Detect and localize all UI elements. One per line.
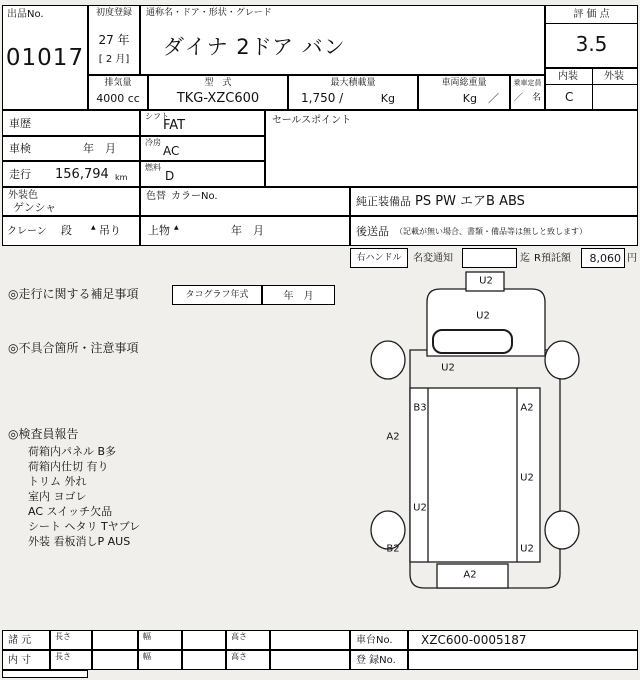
damage-code: U2 — [476, 310, 490, 322]
defects-heading: ◎不具合箇所・注意事項 — [8, 341, 139, 355]
registration-no-value-cell — [408, 650, 638, 670]
exterior-color-cell — [2, 187, 140, 216]
width-label: 幅 — [143, 652, 151, 661]
max-load-label: 最大積載量 — [330, 78, 376, 88]
max-load-cell — [288, 75, 418, 110]
exterior-color-value: ゲンシャ — [13, 201, 57, 214]
first-registration-month: [ 2 月] — [98, 54, 130, 65]
first-registration-year: 27 年 — [98, 33, 130, 47]
recycle-deposit-label: R預託額 — [534, 253, 571, 264]
model-name-label: 通称名・ドア・形状・グレード — [146, 8, 272, 18]
interior-label: 内装 — [558, 71, 578, 82]
inner-width-value-cell — [182, 650, 226, 670]
damage-code: B3 — [413, 402, 427, 414]
gvw-value: Kg ／ — [462, 92, 499, 105]
mileage-label: 走行 — [9, 168, 31, 181]
damage-code: U2 — [413, 502, 427, 514]
inspector-item: トリム 外れ — [28, 475, 87, 488]
chassis-no-label: 車台No. — [356, 635, 393, 646]
exterior-color-label: 外装色 — [8, 190, 38, 201]
shift-value: FAT — [163, 118, 186, 133]
exhibit-no-value: 01017 — [5, 45, 85, 71]
equipment-box — [350, 187, 638, 216]
crane-stage-label: 段 — [61, 224, 72, 237]
capacity-cell — [510, 75, 545, 110]
length-label-cell — [50, 630, 92, 650]
crane-hook-label: 吊り — [99, 224, 121, 237]
check-mark-icon: ▲ — [91, 224, 96, 231]
name-change-date-box — [462, 248, 517, 268]
exterior-label: 外装 — [604, 71, 624, 82]
height-label: 高さ — [231, 652, 247, 661]
crane-label: クレーン — [7, 226, 47, 237]
model-name-box — [140, 5, 545, 75]
chassis-no-value: XZC600-0005187 — [421, 633, 527, 647]
fuel-cell — [140, 161, 265, 187]
length-value-cell — [92, 630, 138, 650]
max-load-value: 1,750 / — [301, 91, 344, 105]
displacement-label: 排気量 — [104, 78, 132, 88]
inner-dimensions-label: 内 寸 — [8, 655, 32, 666]
model-code-value: TKG-XZC600 — [176, 91, 260, 106]
handle-box — [350, 248, 408, 268]
damage-code: U2 — [479, 275, 493, 287]
exhibit-no-label: 出品No. — [7, 9, 44, 20]
ac-label: 冷房 — [145, 138, 161, 147]
inner-height-value-cell — [270, 650, 350, 670]
inspector-item: 外装 看板消しP AUS — [28, 535, 131, 548]
score-label: 評 価 点 — [573, 9, 610, 20]
model-name-value: ダイナ 2ドア バン — [163, 35, 346, 59]
name-change-label: 名変通知 — [413, 253, 453, 264]
equipment-label: 純正装備品 — [356, 195, 411, 208]
inspector-item: 荷箱内仕切 有り — [28, 460, 109, 473]
inspector-report-heading: ◎検査員報告 — [8, 427, 79, 441]
sales-point-label: セールスポイント — [272, 115, 352, 126]
recycle-deposit-box — [581, 248, 625, 268]
height-label-cell — [226, 630, 270, 650]
interior-exterior-box — [545, 68, 638, 110]
model-code-cell — [148, 75, 288, 110]
height-value-cell — [270, 630, 350, 650]
inspector-item: 室内 ヨゴレ — [28, 490, 87, 503]
interior-grade: C — [565, 90, 574, 104]
mileage-value: 156,794 — [55, 167, 109, 182]
history-cell — [2, 110, 140, 136]
recycle-deposit-value: 8,060 — [589, 252, 621, 265]
inner-width-label-cell — [138, 650, 182, 670]
shift-cell — [140, 110, 265, 136]
ac-cell — [140, 136, 265, 161]
gvw-cell — [418, 75, 510, 110]
yen-label: 円 — [627, 253, 637, 264]
body-type-value: 年 月 — [231, 224, 264, 237]
damage-code: A2 — [386, 431, 400, 443]
later-items-note: （記載が無い場合、書類・備品等は無しと致します） — [395, 227, 587, 236]
inspection-value: 年 月 — [83, 142, 116, 155]
model-code-label: 型 式 — [204, 78, 232, 88]
length-label: 長さ — [55, 652, 71, 661]
sales-point-box — [265, 110, 638, 187]
repaint-cell — [140, 187, 350, 216]
equipment-value: PS PW エアB ABS — [415, 194, 525, 209]
crane-cell — [2, 216, 140, 246]
height-label: 高さ — [231, 632, 247, 641]
registration-no-label: 登 録No. — [356, 655, 396, 666]
chassis-no-value-cell — [408, 630, 638, 650]
later-items-label: 後送品 — [356, 225, 389, 238]
history-label: 車歴 — [9, 117, 31, 130]
damage-code: B2 — [386, 543, 400, 555]
until-label: 迄 — [520, 253, 530, 264]
mileage-unit: km — [115, 173, 128, 182]
inner-dimensions-header-cell — [2, 650, 50, 670]
damage-code: A2 — [520, 402, 534, 414]
damage-code: A2 — [463, 569, 477, 581]
displacement-cell — [88, 75, 148, 110]
damage-code: U2 — [441, 362, 455, 374]
fuel-label: 燃料 — [145, 163, 161, 172]
body-type-cell — [140, 216, 350, 246]
inner-height-label-cell — [226, 650, 270, 670]
repaint-label: 色替 — [146, 191, 166, 202]
mileage-supplement-heading: ◎走行に関する補足事項 — [8, 287, 139, 301]
width-label: 幅 — [143, 632, 151, 641]
gvw-label: 車両総重量 — [441, 78, 487, 88]
fuel-value: D — [165, 169, 175, 183]
tachograph-label-box — [172, 285, 262, 305]
width-value-cell — [182, 630, 226, 650]
check-mark-icon: ▲ — [174, 224, 179, 231]
inspection-label: 車検 — [9, 142, 31, 155]
tachograph-value: 年 月 — [283, 291, 314, 302]
exhibit-no-box — [2, 5, 88, 110]
bottom-corner-cell — [2, 670, 88, 678]
dimensions-label: 諸 元 — [8, 635, 32, 646]
vehicle-diagram — [350, 268, 640, 628]
body-type-label: 上物 — [148, 224, 170, 237]
mileage-cell — [2, 161, 140, 187]
inner-length-label-cell — [50, 650, 92, 670]
inspector-item: シート ヘタリ Tヤブレ — [28, 520, 141, 533]
score-value: 3.5 — [575, 32, 608, 56]
inner-length-value-cell — [92, 650, 138, 670]
displacement-value: 4000 cc — [96, 92, 140, 105]
max-load-unit: Kg — [380, 92, 395, 105]
registration-no-label-cell — [350, 650, 408, 670]
dimensions-header-cell — [2, 630, 50, 650]
chassis-no-label-cell — [350, 630, 408, 650]
shift-label: シフト — [145, 112, 169, 121]
first-registration-box — [88, 5, 140, 75]
width-label-cell — [138, 630, 182, 650]
tachograph-label: タコグラフ年式 — [185, 290, 249, 300]
color-no-label: カラーNo. — [171, 191, 218, 202]
capacity-value: ／ 名 — [513, 93, 541, 103]
first-registration-label: 初度登録 — [95, 8, 132, 18]
damage-code: U2 — [520, 543, 534, 555]
inspection-cell — [2, 136, 140, 161]
length-label: 長さ — [55, 632, 71, 641]
damage-code: U2 — [520, 472, 534, 484]
capacity-label: 乗車定員 — [513, 79, 542, 87]
ac-value: AC — [163, 144, 180, 158]
inspector-item: AC スイッチ欠品 — [28, 505, 113, 518]
later-items-box — [350, 216, 638, 246]
inspector-item: 荷箱内パネル B多 — [28, 445, 117, 458]
score-box — [545, 5, 638, 68]
tachograph-value-box — [262, 285, 335, 305]
handle-label: 右ハンドル — [356, 253, 402, 263]
